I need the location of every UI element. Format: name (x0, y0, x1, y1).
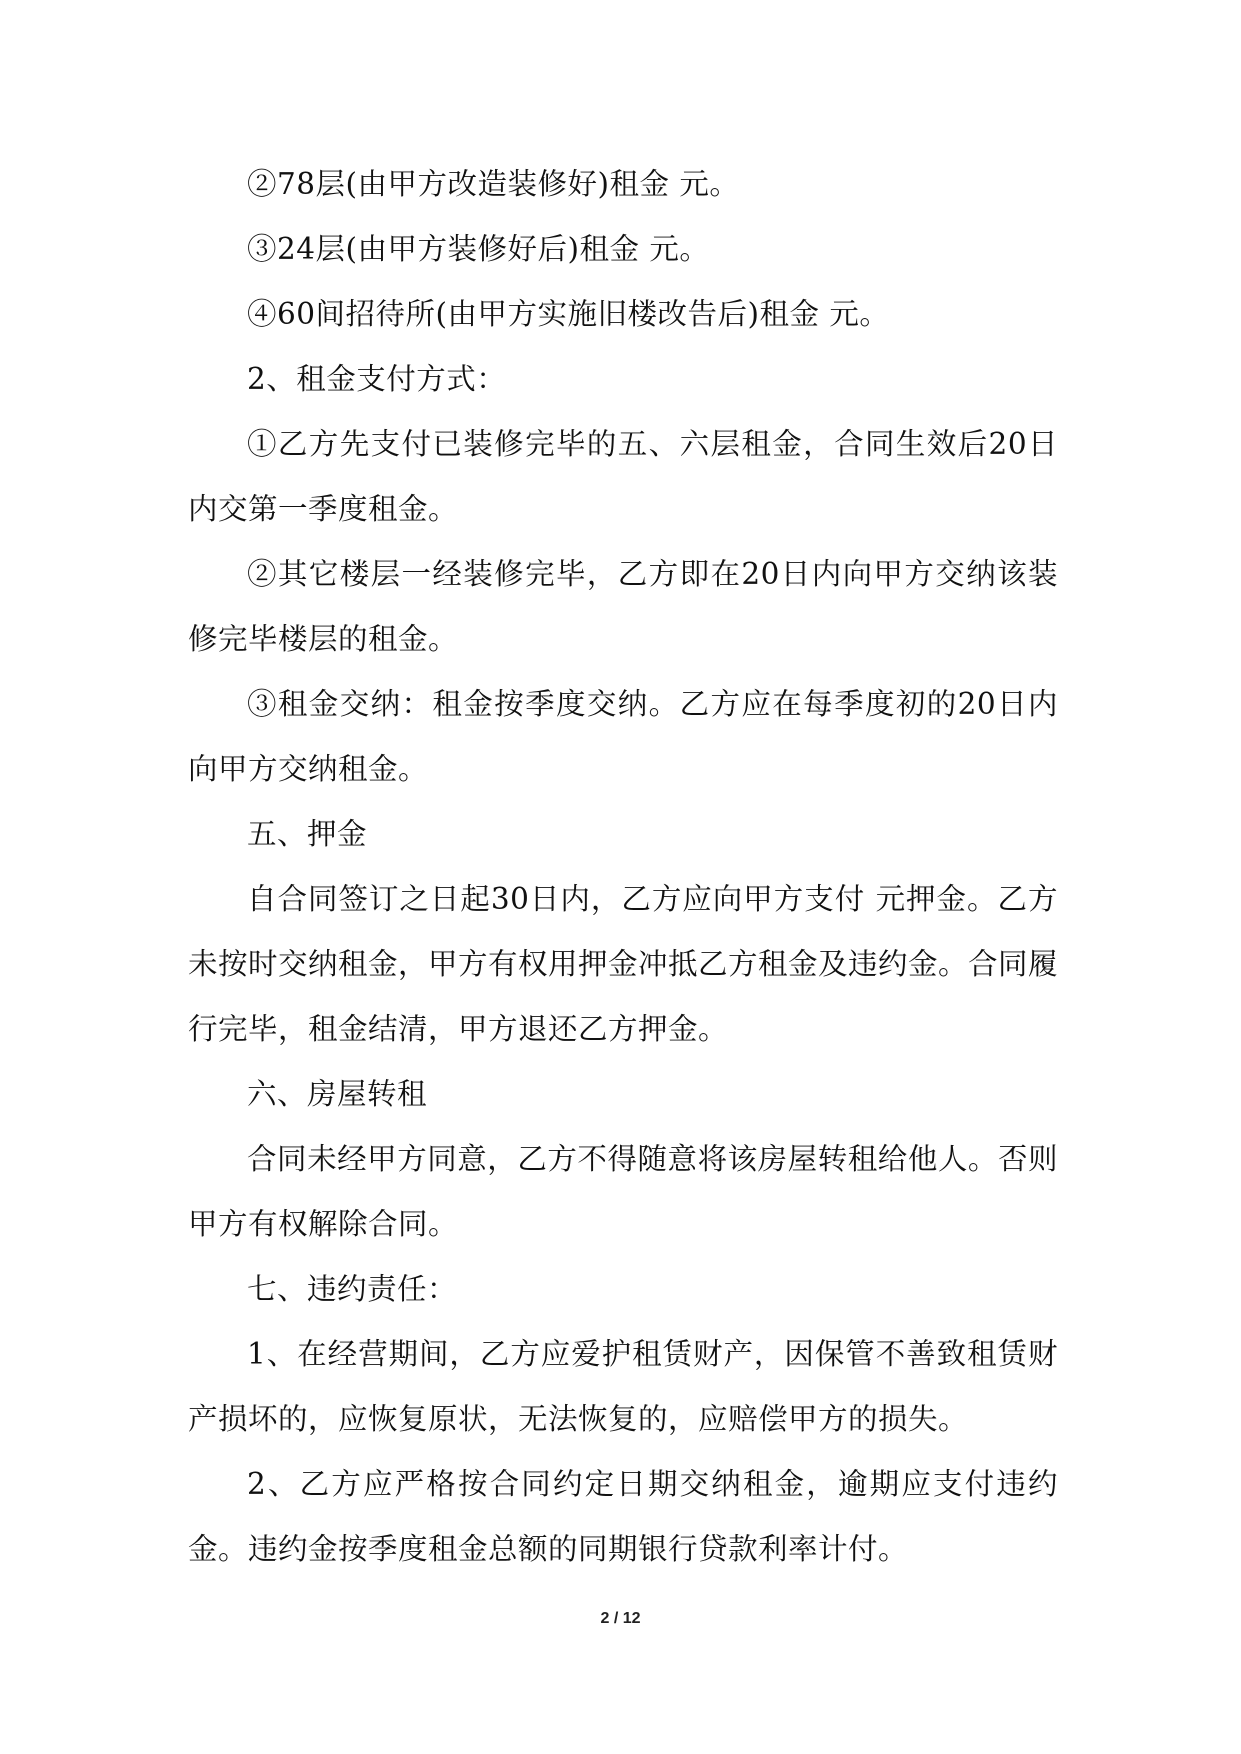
paragraph-payment-quarterly: ③租金交纳：租金按季度交纳。乙方应在每季度初的20日内向甲方交纳租金。 (188, 687, 1058, 786)
section-heading-deposit: 五、押金 (247, 817, 368, 851)
paragraph-liability-1: 1、在经营期间，乙方应爱护租赁财产，因保管不善致租赁财产损坏的，应恢复原状，无法恢复的，应赔偿甲方的损失。 (188, 1337, 1058, 1436)
paragraph-payment-method-heading: 2、租金支付方式： (247, 362, 507, 396)
paragraph-liability-2: 2、乙方应严格按合同约定日期交纳租金，逾期应支付违约金。违约金按季度租金总额的同期银行贷款利率计付。 (188, 1467, 1058, 1566)
paragraph-deposit: 自合同签订之日起30日内，乙方应向甲方支付 元押金。乙方未按时交纳租金，甲方有权用押金冲抵乙方租金及违约金。合同履行完毕，租金结清，甲方退还乙方押金。 (188, 882, 1059, 1046)
page-number: 2 / 12 (600, 1610, 641, 1627)
paragraph-rent-guesthouse: ④60间招待所(由甲方实施旧楼改告后)租金 元。 (247, 297, 890, 331)
document-body (188, 152, 1058, 1582)
section-heading-liability: 七、违约责任： (247, 1272, 458, 1306)
paragraph-rent-floor-78: ②78层(由甲方改造装修好)租金 元。 (247, 167, 740, 201)
paragraph-sublease: 合同未经甲方同意，乙方不得随意将该房屋转租给他人。否则甲方有权解除合同。 (188, 1142, 1058, 1241)
section-heading-sublease: 六、房屋转租 (247, 1077, 428, 1111)
paragraph-payment-first: ①乙方先支付已装修完毕的五、六层租金，合同生效后20日内交第一季度租金。 (188, 427, 1058, 526)
paragraph-payment-other-floors: ②其它楼层一经装修完毕，乙方即在20日内向甲方交纳该装修完毕楼层的租金。 (188, 557, 1058, 656)
paragraph-rent-floor-24: ③24层(由甲方装修好后)租金 元。 (247, 232, 710, 266)
